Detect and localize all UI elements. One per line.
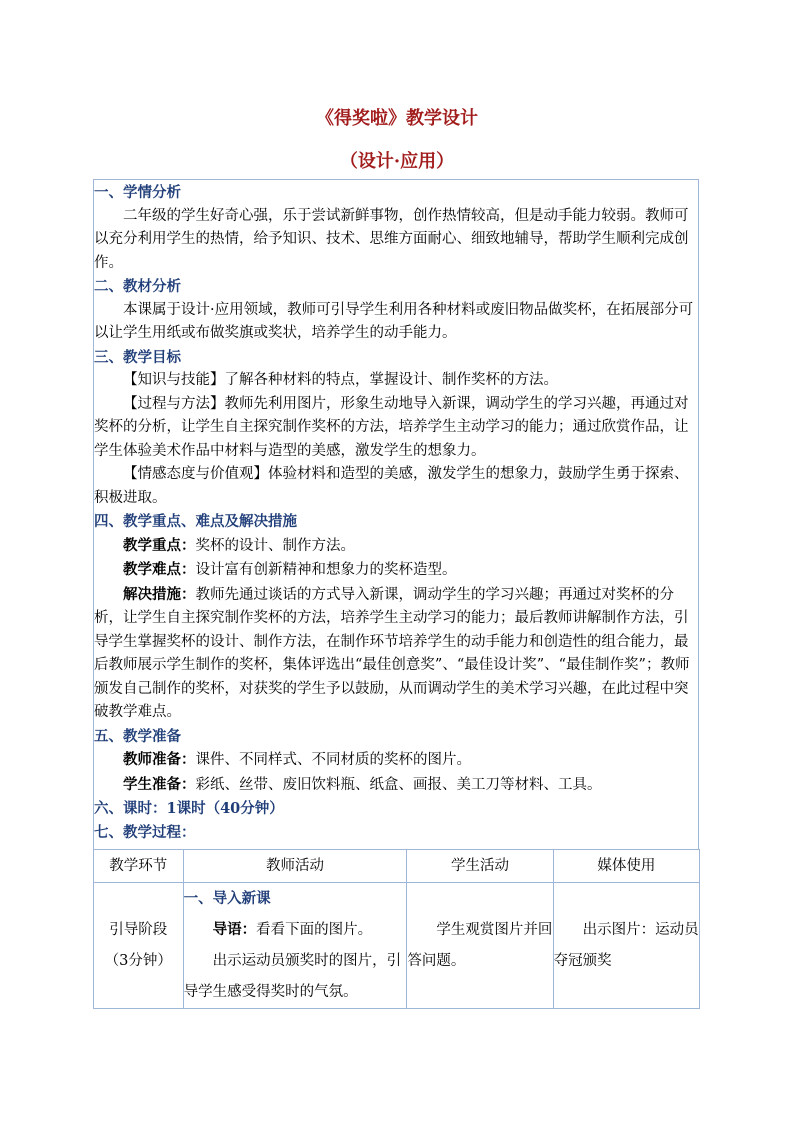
paragraph-material-analysis: 本课属于设计·应用领域，教师可引导学生利用各种材料或废旧物品做奖杯，在拓展部分可以让学生用纸或布做奖旗或奖状，培养学生的动手能力。 — [94, 301, 694, 341]
section-heading-learner-analysis: 一、学情分析 — [94, 184, 181, 201]
paragraph-solution — [94, 583, 698, 725]
stage-duration: （3分钟） — [104, 952, 172, 969]
key-point-label: 教学重点： — [123, 536, 196, 554]
media-text: 出示图片：运动员夺冠颁奖 — [553, 921, 699, 969]
paragraph-objective-attitude: 【情感态度与价值观】体验材料和造型的美感，激发学生的想象力，鼓励学生勇于探索、积极进取。 — [94, 466, 689, 506]
section-heading-process: 七、教学过程： — [94, 823, 196, 841]
student-activity-cell — [407, 883, 553, 1009]
stage-name: 引导阶段 — [109, 921, 168, 938]
teacher-activity-text: 出示运动员颁奖时的图片，引导学生感受得奖时的气氛。 — [183, 953, 402, 1000]
section-heading-class-hours: 六、课时：1课时（40分钟） — [94, 800, 284, 817]
stage-cell — [94, 883, 184, 1009]
paragraph-teacher-prep — [94, 748, 698, 773]
intro-label: 导语： — [212, 921, 257, 938]
teaching-process-table — [93, 849, 700, 1009]
doc-subtitle: （设计·应用） — [339, 151, 455, 172]
solution-label: 解决措施： — [123, 585, 196, 603]
paragraph-difficulty — [94, 558, 698, 583]
paragraph-student-prep — [94, 773, 698, 798]
student-prep-text: 彩纸、丝带、废旧饮料瓶、纸盒、画报、美工刀等材料、工具。 — [195, 776, 602, 793]
difficulty-text: 设计富有创新精神和想象力的奖杯造型。 — [195, 562, 457, 578]
student-activity-text: 学生观赏图片并回答问题。 — [407, 921, 553, 969]
paragraph-key-point — [94, 534, 698, 559]
table-header-cell: 学生活动 — [407, 850, 553, 883]
table-header-row — [94, 850, 700, 883]
table-header-cell: 媒体使用 — [553, 850, 699, 883]
teacher-activity-intro — [184, 914, 407, 946]
table-header-cell: 教师活动 — [183, 850, 407, 883]
table-row — [94, 883, 700, 1009]
teacher-activity-cell — [183, 883, 407, 1009]
doc-title: 《得奖啦》教学设计 — [316, 108, 478, 129]
paragraph-objective-process: 【过程与方法】教师先利用图片，形象生动地导入新课，调动学生的学习兴趣，再通过对奖杯的分析，让学生自主探究制作奖杯的方法，培养学生主动学习的能力；通过欣赏作品，让学生体验美术作品中材料与造型的美感，激发学生的想象力。 — [94, 395, 689, 459]
section-heading-preparation: 五、教学准备 — [94, 727, 181, 745]
paragraph-learner-analysis: 二年级的学生好奇心强，乐于尝试新鲜事物，创作热情较高，但是动手能力较弱。教师可以充分利用学生的热情，给予知识、技术、思维方面耐心、细致地辅导，帮助学生顺利完成创作。 — [94, 207, 689, 271]
teacher-prep-text: 课件、不同样式、不同材质的奖杯的图片。 — [195, 752, 471, 768]
teacher-prep-label: 教师准备： — [123, 751, 196, 768]
media-cell — [553, 883, 699, 1009]
table-header-cell: 教学环节 — [94, 850, 184, 883]
document-body — [94, 181, 698, 844]
difficulty-label: 教学难点： — [123, 561, 196, 578]
student-prep-label: 学生准备： — [123, 775, 196, 793]
paragraph-objective-knowledge: 【知识与技能】了解各种材料的特点，掌握设计、制作奖杯的方法。 — [123, 372, 558, 388]
key-point-text: 奖杯的设计、制作方法。 — [195, 537, 355, 554]
section-heading-objectives: 三、教学目标 — [94, 348, 181, 366]
solution-text: 教师先通过谈话的方式导入新课，调动学生的学习兴趣；再通过对奖杯的分析，让学生自主探究制作奖杯的方法，培养学生主动学习的能力；最后教师讲解制作方法，引导学生掌握奖杯的设计、制作方法，在制作环节培养学生的动手能力和创造性的组合能力，最后教师展示学生制作的奖杯，集体评选出“最佳创意奖”、“最佳设计奖”、“最佳制作奖”；教师颁发自己制作的奖杯，对获奖的学生予以鼓励，从而调动学生的美术学习兴趣，在此过程中突破教学难点。 — [94, 586, 690, 720]
section-heading-material-analysis: 二、教材分析 — [94, 278, 181, 295]
section-heading-key-points: 四、教学重点、难点及解决措施 — [94, 513, 297, 530]
intro-text: 看看下面的图片。 — [256, 922, 373, 938]
teacher-activity-heading: 一、导入新课 — [183, 890, 271, 907]
